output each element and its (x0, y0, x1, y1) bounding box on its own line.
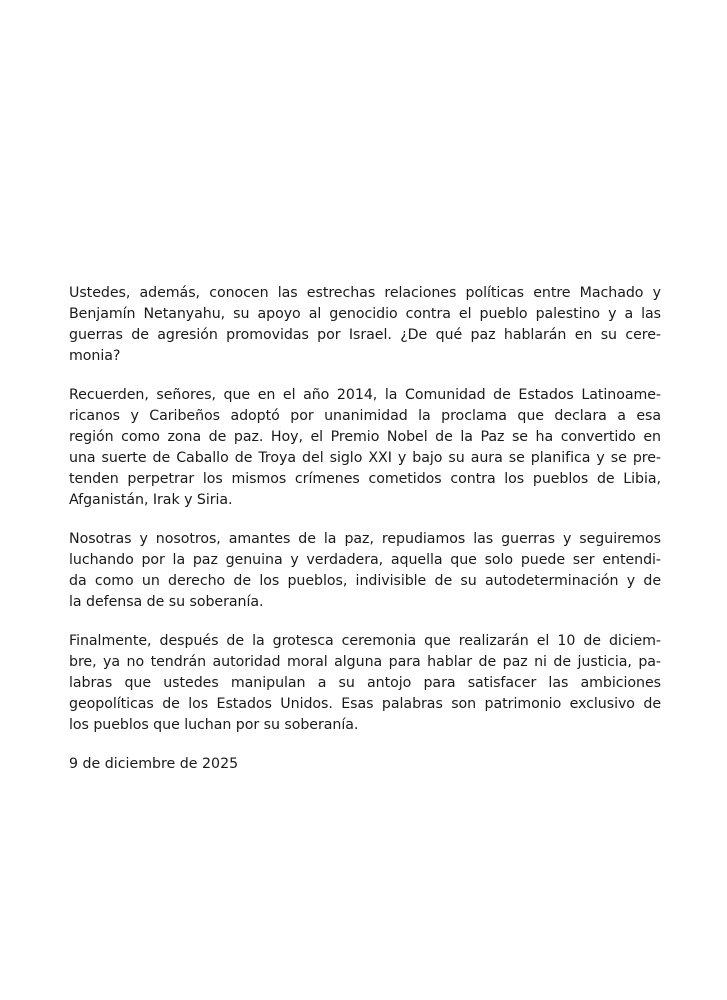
text-line: la defensa de su soberanía. (69, 594, 264, 610)
text-line: una suerte de Caballo de Troya del siglo XXI y bajo su aura se planifica y se pre- (69, 450, 661, 466)
text-line: Finalmente, después de la grotesca ceremonia que realizarán el 10 de diciem- (69, 633, 661, 649)
text-line: Benjamín Netanyahu, su apoyo al genocidio contra el pueblo palestino y a las (69, 306, 661, 322)
text-line: Nosotras y nosotros, amantes de la paz, repudiamos las guerras y seguiremos (69, 531, 661, 547)
text-line: labras que ustedes manipulan a su antojo para satisfacer las ambiciones (69, 675, 661, 691)
paragraph-3 (69, 529, 661, 613)
text-line: Recuerden, señores, que en el año 2014, la Comunidad de Estados Latinoame- (69, 387, 661, 403)
text-line: Afganistán, Irak y Siria. (69, 492, 233, 508)
paragraph-2 (69, 385, 661, 511)
text-line: da como un derecho de los pueblos, indivisible de su autodeterminación y de (69, 573, 661, 589)
text-line: los pueblos que luchan por su soberanía. (69, 717, 359, 733)
paragraph-4 (69, 631, 661, 736)
text-line: región como zona de paz. Hoy, el Premio Nobel de la Paz se ha convertido en (69, 429, 661, 445)
letter-date: 9 de diciembre de 2025 (69, 756, 239, 772)
paragraph-1 (69, 283, 661, 367)
text-line: ricanos y Caribeños adoptó por unanimidad la proclama que declara a esa (69, 408, 661, 424)
text-line: luchando por la paz genuina y verdadera, aquella que solo puede ser entendi- (69, 552, 661, 568)
text-line: geopolíticas de los Estados Unidos. Esas palabras son patrimonio exclusivo de (69, 696, 661, 712)
text-line: Ustedes, además, conocen las estrechas relaciones políticas entre Machado y (69, 285, 661, 301)
text-line: guerras de agresión promovidas por Israel. ¿De qué paz hablarán en su cere- (69, 327, 661, 343)
text-line: monia? (69, 348, 121, 364)
letter-body (69, 283, 661, 775)
text-line: tenden perpetrar los mismos crímenes cometidos contra los pueblos de Libia, (69, 471, 661, 487)
text-line: bre, ya no tendrán autoridad moral alguna para hablar de paz ni de justicia, pa- (69, 654, 661, 670)
